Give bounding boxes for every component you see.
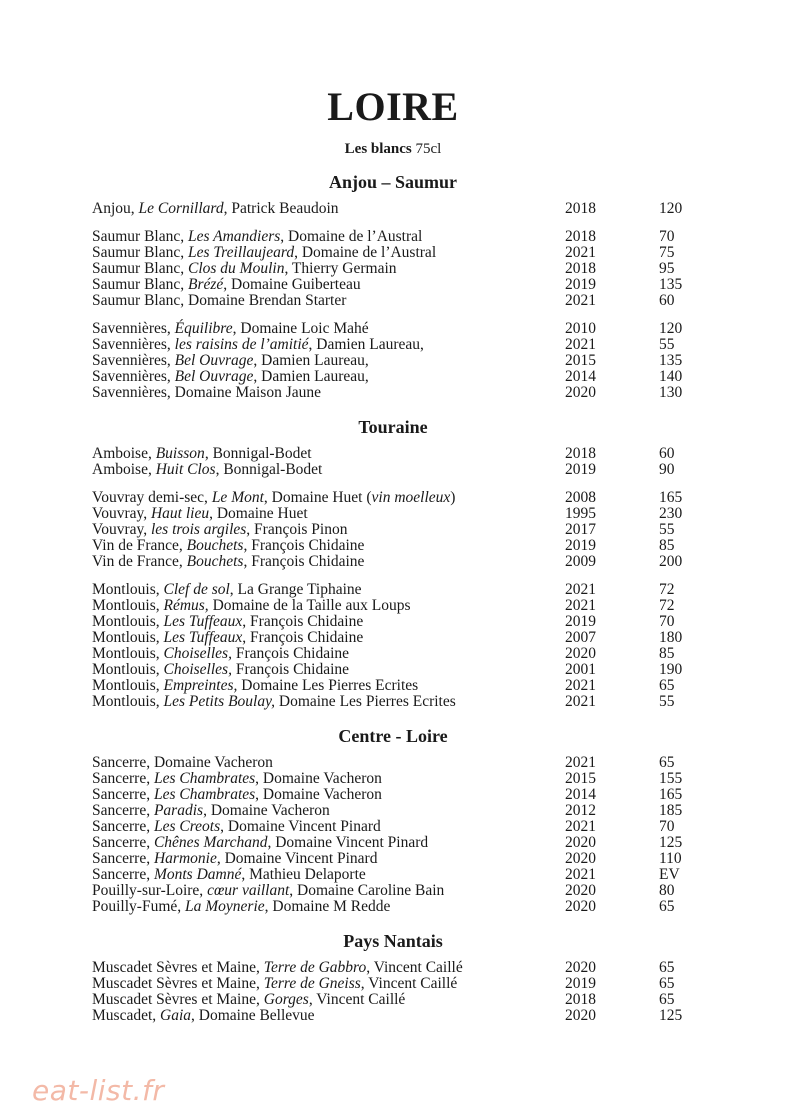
wine-price: 80 (659, 882, 675, 899)
wine-text: , Domaine de l’Austral (294, 244, 437, 261)
wine-text: Muscadet Sèvres et Maine, (92, 975, 264, 992)
wine-cuvee: Les Petits Boulay, (163, 693, 275, 710)
wine-price: 120 (659, 320, 683, 337)
wine-row (0, 678, 786, 694)
wine-text: , Domaine Huet ( (263, 489, 372, 506)
wine-text: , Domaine Caroline Bain (289, 882, 445, 899)
wine-name (92, 646, 349, 662)
wine-cuvee: les raisins de l’amitié (174, 336, 309, 353)
wine-row (0, 245, 786, 261)
wine-cuvee: les trois argiles (150, 521, 247, 538)
wine-text: Sancerre, (92, 834, 154, 851)
wine-text: Savennières, (92, 368, 175, 385)
wine-name (92, 369, 369, 385)
wine-name (92, 819, 381, 835)
wine-cuvee: Les Amandiers (188, 228, 281, 245)
wine-group (0, 490, 786, 570)
wine-price: 190 (659, 661, 683, 678)
wine-price: 125 (659, 1007, 683, 1024)
wine-row (0, 554, 786, 570)
wine-row (0, 755, 786, 771)
wine-text: , François Pinon (246, 521, 348, 538)
wine-name (92, 229, 422, 245)
wine-cuvee: Monts Damné (153, 866, 242, 883)
wine-name (92, 462, 322, 478)
wine-name (92, 446, 312, 462)
wine-row (0, 851, 786, 867)
wine-price: 65 (659, 677, 675, 694)
wine-row (0, 321, 786, 337)
wine-price: 70 (659, 228, 675, 245)
wine-name (92, 321, 369, 337)
wine-vintage: 2007 (565, 629, 596, 646)
wine-group (0, 446, 786, 478)
wine-cuvee: Gaia (160, 1007, 192, 1024)
wine-text: Montlouis, (92, 597, 164, 614)
subtitle-volume: 75cl (415, 141, 442, 157)
wine-row (0, 582, 786, 598)
wine-vintage: 2019 (565, 276, 596, 293)
wine-text: Amboise, (92, 461, 156, 478)
wine-text: , François Chidaine (242, 613, 364, 630)
wine-text: , Damien Laureau, (253, 368, 369, 385)
wine-name (92, 277, 361, 293)
wine-name (92, 630, 363, 646)
wine-row (0, 598, 786, 614)
wine-cuvee: La Moynerie (185, 898, 265, 915)
wine-text: , Domaine Vincent Pinard (216, 850, 378, 867)
wine-group (0, 582, 786, 710)
wine-text: , La Grange Tiphaine (229, 581, 362, 598)
wine-name (92, 835, 428, 851)
wine-row (0, 819, 786, 835)
wine-vintage: 2020 (565, 384, 596, 401)
wine-price: 155 (659, 770, 683, 787)
wine-row (0, 787, 786, 803)
wine-text: , Domaine Vincent Pinard (220, 818, 381, 835)
wine-row (0, 835, 786, 851)
wine-price: EV (659, 866, 680, 883)
wine-vintage: 2021 (565, 818, 596, 835)
wine-name (92, 353, 369, 369)
wine-name (92, 662, 349, 678)
wine-vintage: 2014 (565, 786, 596, 803)
wine-price: 85 (659, 537, 675, 554)
wine-group (0, 201, 786, 217)
wine-row (0, 490, 786, 506)
wine-vintage: 2019 (565, 613, 596, 630)
wine-cuvee: cœur vaillant (207, 882, 290, 899)
wine-name (92, 582, 362, 598)
wine-name (92, 771, 382, 787)
wine-text: Domaine Les Pierres Ecrites (237, 677, 419, 694)
wine-text: , Bonnigal-Bodet (215, 461, 323, 478)
wine-cuvee: Empreintes, (163, 677, 238, 694)
wine-text: Sancerre, (92, 866, 154, 883)
wine-text: Montlouis, (92, 661, 164, 678)
wine-vintage: 2019 (565, 975, 596, 992)
wine-text: , Domaine Bellevue (191, 1007, 315, 1024)
wine-text: Sancerre, (92, 818, 154, 835)
wine-name (92, 201, 339, 217)
wine-cuvee: Les Tuffeaux (163, 613, 243, 630)
section-heading: Pays Nantais (343, 931, 443, 951)
wine-name (92, 538, 364, 554)
wine-price: 60 (659, 292, 675, 309)
wine-vintage: 2021 (565, 244, 596, 261)
wine-name (92, 992, 405, 1008)
wine-row (0, 883, 786, 899)
wine-vintage: 2017 (565, 521, 596, 538)
wine-name (92, 678, 418, 694)
wine-price: 65 (659, 754, 675, 771)
wine-vintage: 2018 (565, 200, 596, 217)
wine-text: Sancerre, (92, 786, 154, 803)
wine-text: , Vincent Caillé (360, 975, 458, 992)
wine-text: , Domaine de l’Austral (280, 228, 423, 245)
wine-text: Montlouis, (92, 581, 164, 598)
wine-vintage: 2020 (565, 882, 596, 899)
wine-row (0, 337, 786, 353)
wine-vintage: 2020 (565, 1007, 596, 1024)
wine-name (92, 614, 363, 630)
wine-cuvee: Équilibre (174, 320, 233, 337)
wine-text: Vin de France, (92, 537, 187, 554)
wine-text: , Mathieu Delaporte (241, 866, 366, 883)
wine-price: 110 (659, 850, 682, 867)
wine-price: 70 (659, 818, 675, 835)
wine-name (92, 883, 444, 899)
wine-text: , Thierry Germain (284, 260, 397, 277)
wine-name (92, 976, 457, 992)
wine-cuvee: Buisson (155, 445, 205, 462)
wine-row (0, 261, 786, 277)
wine-price: 95 (659, 260, 675, 277)
wine-text: Muscadet Sèvres et Maine, (92, 991, 264, 1008)
wine-name (92, 337, 424, 353)
wine-text: , Patrick Beaudoin (223, 200, 339, 217)
wine-cuvee: Les Treillaujeard (188, 244, 295, 261)
wine-text: , Bonnigal-Bodet (204, 445, 312, 462)
wine-row (0, 538, 786, 554)
section-heading: Touraine (358, 417, 428, 437)
wine-row (0, 662, 786, 678)
wine-vintage: 2018 (565, 445, 596, 462)
wine-price: 65 (659, 959, 675, 976)
wine-vintage: 2020 (565, 834, 596, 851)
wine-row (0, 803, 786, 819)
wine-vintage: 2019 (565, 461, 596, 478)
wine-vintage: 1995 (565, 505, 596, 522)
wine-vintage: 2014 (565, 368, 596, 385)
wine-cuvee: Le Mont (211, 489, 264, 506)
wine-vintage: 2001 (565, 661, 596, 678)
wine-row (0, 960, 786, 976)
wine-cuvee: Clos du Moulin (188, 260, 285, 277)
wine-name (92, 1008, 315, 1024)
wine-text: , François Chidaine (242, 629, 364, 646)
wine-price: 75 (659, 244, 675, 261)
wine-text: , François Chidaine (243, 537, 365, 554)
wine-cuvee: Clef de sol (163, 581, 230, 598)
wine-vintage: 2021 (565, 754, 596, 771)
wine-name (92, 755, 273, 771)
wine-name (92, 960, 463, 976)
wine-cuvee: Bouchets (186, 553, 244, 570)
wine-text: Montlouis, (92, 693, 164, 710)
wine-row (0, 353, 786, 369)
wine-cuvee: Les Creots (153, 818, 221, 835)
wine-vintage: 2021 (565, 597, 596, 614)
wine-text: Sancerre, Domaine Vacheron (92, 754, 273, 771)
wine-cuvee: Gorges (263, 991, 309, 1008)
wine-row (0, 506, 786, 522)
wine-cuvee: Les Tuffeaux (163, 629, 243, 646)
wine-text: Saumur Blanc, (92, 228, 188, 245)
wine-name (92, 261, 397, 277)
wine-text: , Domaine Vacheron (203, 802, 330, 819)
wine-row (0, 522, 786, 538)
wine-price: 65 (659, 991, 675, 1008)
wine-cuvee: Choiselles, (163, 645, 232, 662)
watermark-logo: eat-list.fr (32, 1074, 165, 1107)
wine-text: Amboise, (92, 445, 156, 462)
wine-cuvee: Terre de Gabbro (263, 959, 367, 976)
wine-name (92, 385, 321, 401)
wine-row (0, 385, 786, 401)
wine-text: , Damien Laureau, (253, 352, 369, 369)
wine-text: Saumur Blanc, Domaine Brendan Starter (92, 292, 347, 309)
wine-name (92, 694, 456, 710)
wine-vintage: 2008 (565, 489, 596, 506)
page-subtitle (0, 140, 786, 158)
wine-row (0, 614, 786, 630)
wine-text: , Domaine Vacheron (255, 770, 382, 787)
wine-text: François Chidaine (231, 661, 350, 678)
wine-row (0, 462, 786, 478)
wine-row (0, 867, 786, 883)
wine-vintage: 2010 (565, 320, 596, 337)
wine-text: Domaine Les Pierres Ecrites (275, 693, 456, 710)
wine-cuvee: Harmonie (153, 850, 217, 867)
wine-name (92, 598, 410, 614)
wine-row (0, 694, 786, 710)
wine-text: Montlouis, (92, 629, 164, 646)
wine-price: 125 (659, 834, 683, 851)
wine-cuvee: Rémus, (163, 597, 209, 614)
wine-text: Sancerre, (92, 850, 154, 867)
wine-price: 55 (659, 521, 675, 538)
wine-text: Vouvray, (92, 521, 151, 538)
wine-vintage: 2020 (565, 850, 596, 867)
wine-group (0, 755, 786, 915)
wine-price: 60 (659, 445, 675, 462)
wine-name (92, 787, 382, 803)
wine-section (0, 168, 786, 401)
wine-row (0, 771, 786, 787)
wine-text: Savennières, (92, 352, 175, 369)
section-heading: Anjou – Saumur (328, 172, 458, 192)
wine-row (0, 630, 786, 646)
wine-text: Montlouis, (92, 613, 164, 630)
wine-cuvee: Bel Ouvrage (174, 368, 254, 385)
wine-price: 165 (659, 786, 683, 803)
wine-text: , Vincent Caillé (308, 991, 406, 1008)
wine-name (92, 490, 455, 506)
wine-cuvee: Bouchets (186, 537, 244, 554)
subtitle-label: Les blancs (344, 141, 412, 157)
wine-text: Anjou, (92, 200, 139, 217)
wine-vintage: 2009 (565, 553, 596, 570)
wine-text: , Domaine Vacheron (255, 786, 382, 803)
wine-price: 135 (659, 276, 683, 293)
wine-vintage: 2018 (565, 991, 596, 1008)
wine-price: 72 (659, 597, 675, 614)
wine-row (0, 277, 786, 293)
wine-text: Vouvray, (92, 505, 151, 522)
wine-section (0, 927, 786, 1024)
wine-price: 72 (659, 581, 675, 598)
wine-vintage: 2021 (565, 866, 596, 883)
wine-price: 90 (659, 461, 675, 478)
wine-text: Savennières, (92, 336, 175, 353)
wine-sections (0, 168, 786, 1036)
wine-text: Montlouis, (92, 677, 164, 694)
wine-text: ) (450, 489, 456, 506)
wine-row (0, 293, 786, 309)
wine-text: , Domaine Loic Mahé (232, 320, 369, 337)
wine-cuvee: Terre de Gneiss (263, 975, 361, 992)
wine-vintage: 2015 (565, 352, 596, 369)
wine-name (92, 554, 364, 570)
wine-name (92, 506, 308, 522)
wine-text: Muscadet Sèvres et Maine, (92, 959, 264, 976)
wine-vintage: 2021 (565, 677, 596, 694)
wine-section (0, 722, 786, 915)
wine-vintage: 2021 (565, 581, 596, 598)
wine-text: , Damien Laureau, (308, 336, 424, 353)
wine-text: François Chidaine (231, 645, 350, 662)
wine-vintage: 2012 (565, 802, 596, 819)
wine-price: 135 (659, 352, 683, 369)
wine-vintage: 2015 (565, 770, 596, 787)
wine-cuvee: Choiselles, (163, 661, 232, 678)
wine-cuvee: Les Chambrates (153, 770, 256, 787)
wine-price: 55 (659, 336, 675, 353)
wine-row (0, 229, 786, 245)
wine-text: , François Chidaine (243, 553, 365, 570)
wine-text: Saumur Blanc, (92, 244, 188, 261)
wine-text: , Domaine Guiberteau (223, 276, 361, 293)
wine-name (92, 293, 346, 309)
wine-name (92, 803, 330, 819)
wine-text: Domaine de la Taille aux Loups (208, 597, 411, 614)
wine-cuvee: Le Cornillard (138, 200, 224, 217)
wine-text: Muscadet, (92, 1007, 161, 1024)
wine-price: 230 (659, 505, 683, 522)
wine-price: 65 (659, 975, 675, 992)
wine-group (0, 960, 786, 1024)
wine-text: Vin de France, (92, 553, 187, 570)
wine-row (0, 899, 786, 915)
wine-text: Pouilly-sur-Loire, (92, 882, 208, 899)
wine-name (92, 245, 436, 261)
wine-row (0, 201, 786, 217)
wine-cuvee: Brézé (188, 276, 224, 293)
wine-price: 55 (659, 693, 675, 710)
wine-row (0, 1008, 786, 1024)
wine-vintage: 2019 (565, 537, 596, 554)
wine-vintage: 2020 (565, 898, 596, 915)
wine-cuvee: Bel Ouvrage (174, 352, 254, 369)
wine-text: Sancerre, (92, 802, 154, 819)
wine-name (92, 522, 347, 538)
wine-price: 120 (659, 200, 683, 217)
wine-text: , Vincent Caillé (366, 959, 463, 976)
wine-row (0, 446, 786, 462)
wine-text: Savennières, Domaine Maison Jaune (92, 384, 321, 401)
wine-text: Pouilly-Fumé, (92, 898, 186, 915)
wine-price: 85 (659, 645, 675, 662)
wine-cuvee: Huit Clos (155, 461, 216, 478)
wine-vintage: 2020 (565, 959, 596, 976)
wine-group (0, 229, 786, 309)
wine-name (92, 851, 377, 867)
wine-section (0, 413, 786, 710)
wine-text: Vouvray demi-sec, (92, 489, 212, 506)
wine-cuvee: Les Chambrates (153, 786, 256, 803)
wine-cuvee: Chênes Marchand (153, 834, 268, 851)
wine-vintage: 2018 (565, 228, 596, 245)
wine-name (92, 867, 366, 883)
wine-vintage: 2021 (565, 693, 596, 710)
wine-cuvee: Haut lieu (150, 505, 210, 522)
wine-vintage: 2018 (565, 260, 596, 277)
wine-price: 165 (659, 489, 683, 506)
wine-cuvee: vin moelleux (371, 489, 451, 506)
wine-price: 70 (659, 613, 675, 630)
wine-vintage: 2021 (565, 292, 596, 309)
wine-vintage: 2020 (565, 645, 596, 662)
wine-row (0, 992, 786, 1008)
wine-price: 65 (659, 898, 675, 915)
wine-text: Savennières, (92, 320, 175, 337)
wine-row (0, 976, 786, 992)
wine-text: , Domaine Vincent Pinard (267, 834, 429, 851)
page-title: LOIRE (327, 84, 459, 129)
wine-row (0, 646, 786, 662)
wine-price: 130 (659, 384, 683, 401)
wine-price: 185 (659, 802, 683, 819)
wine-price: 140 (659, 368, 683, 385)
wine-text: , Domaine Huet (209, 505, 308, 522)
wine-vintage: 2021 (565, 336, 596, 353)
section-heading: Centre - Loire (338, 726, 448, 746)
wine-row (0, 369, 786, 385)
wine-price: 180 (659, 629, 683, 646)
wine-text: Montlouis, (92, 645, 164, 662)
wine-text: Saumur Blanc, (92, 276, 188, 293)
wine-group (0, 321, 786, 401)
wine-price: 200 (659, 553, 683, 570)
wine-cuvee: Paradis (153, 802, 204, 819)
wine-text: , Domaine M Redde (264, 898, 391, 915)
wine-text: Saumur Blanc, (92, 260, 188, 277)
wine-name (92, 899, 390, 915)
wine-text: Sancerre, (92, 770, 154, 787)
